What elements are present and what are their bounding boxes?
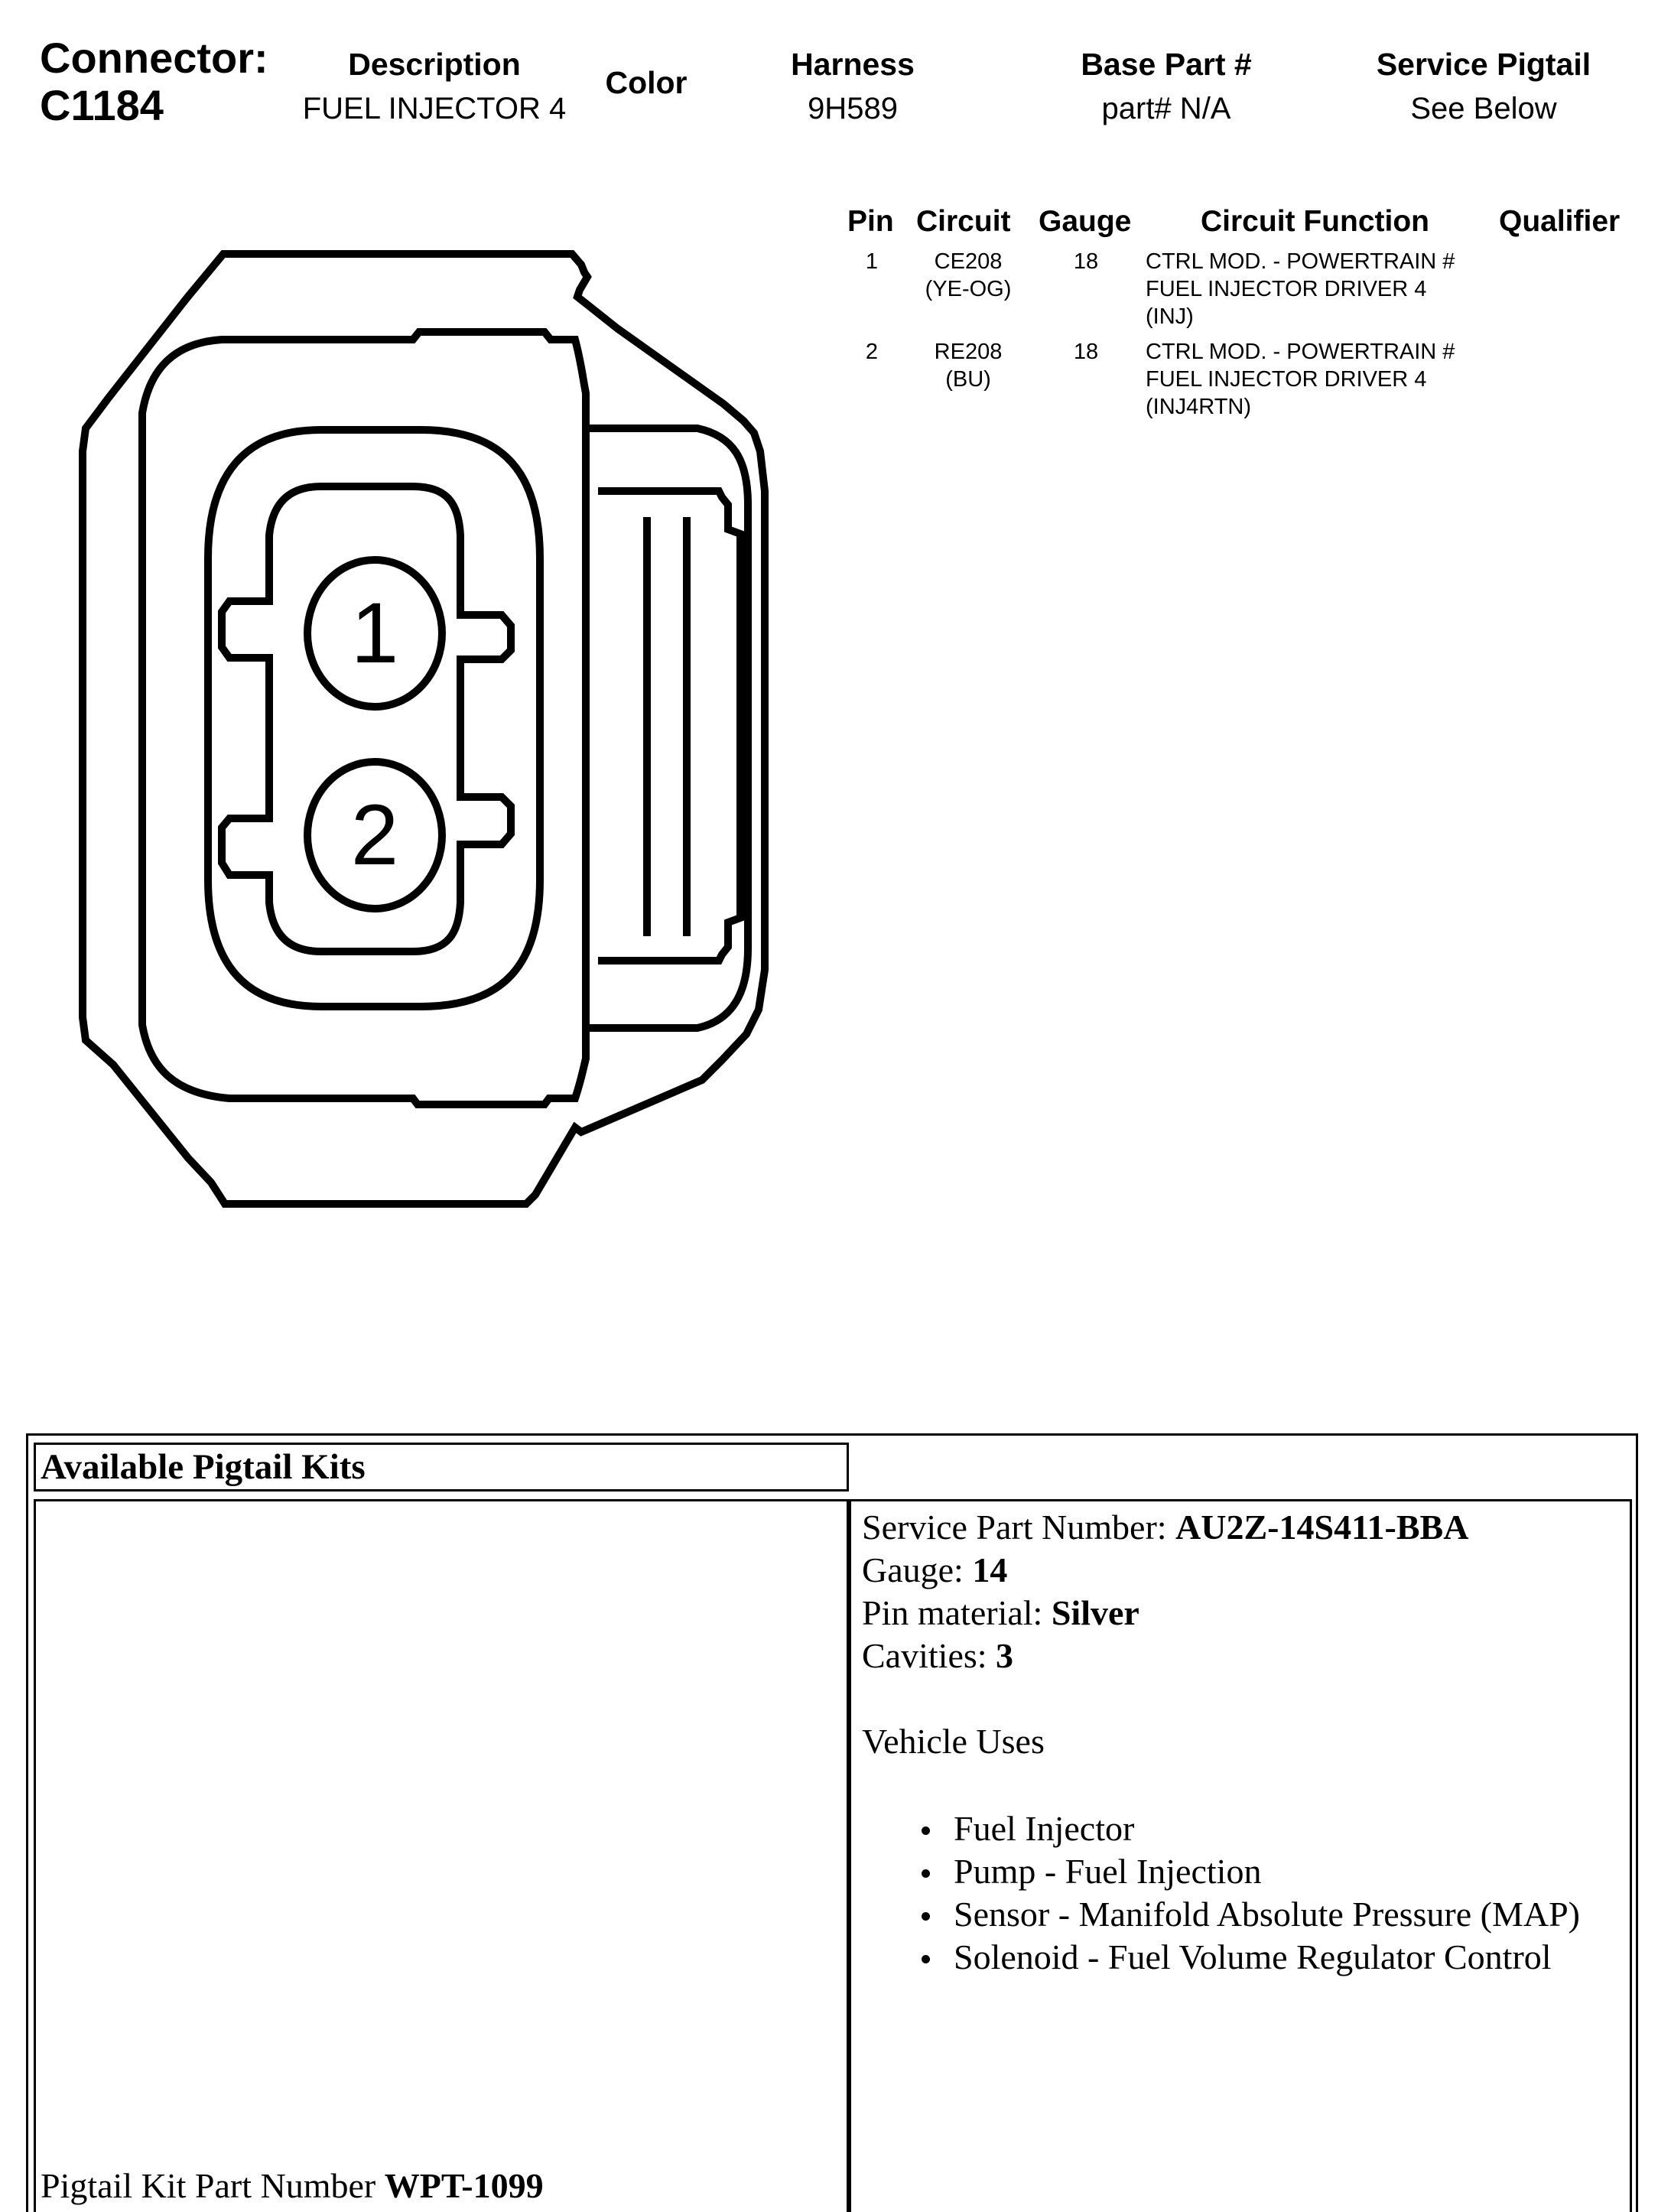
gauge-label: Gauge: (862, 1550, 973, 1589)
pigtail-kit-part-label: Pigtail Kit Part Number (41, 2166, 385, 2205)
base-part-value: part# N/A (1101, 92, 1231, 125)
pin-number: 2 (865, 340, 879, 364)
circuit-function-line: (INJ) (1146, 304, 1194, 329)
vehicle-uses-list (906, 1807, 1622, 1979)
qualifier-header: Qualifier (1499, 205, 1621, 238)
circuit-header: Circuit (916, 205, 1011, 238)
cavities-value: 3 (996, 1636, 1014, 1675)
pigtail-kits-title-cell (34, 1443, 849, 1491)
pin-label: 2 (350, 787, 399, 883)
harness-value: 9H589 (808, 92, 898, 125)
pin-number: 1 (865, 249, 879, 274)
latch-inner (598, 491, 740, 961)
circuit-color: (YE-OG) (925, 277, 1012, 301)
color-label: Color (605, 65, 688, 100)
list-item: Fuel Injector (906, 1807, 1622, 1850)
circuit-function-line: (INJ4RTN) (1146, 395, 1252, 419)
connector-id: C1184 (40, 81, 164, 129)
pigtail-kit-image-cell (34, 1499, 849, 2212)
base-part-label: Base Part # (1081, 47, 1252, 82)
description-value: FUEL INJECTOR 4 (302, 92, 567, 125)
gauge-row (862, 1549, 1622, 1592)
circuit-function-line: FUEL INJECTOR DRIVER 4 (1146, 367, 1427, 392)
wire-gauge: 18 (1073, 249, 1099, 274)
harness-label: Harness (791, 47, 915, 82)
connector-label: Connector: (40, 34, 268, 82)
service-part-label: Service Part Number: (862, 1508, 1176, 1547)
pigtail-details (862, 1506, 1622, 1979)
gauge-value: 14 (972, 1550, 1008, 1589)
pin-material-label: Pin material: (862, 1593, 1052, 1632)
list-item: Solenoid - Fuel Volume Regulator Control (906, 1936, 1622, 1979)
latch-outer (589, 428, 748, 1028)
pigtail-kits-title: Available Pigtail Kits (41, 1447, 366, 1487)
service-pigtail-value: See Below (1410, 92, 1557, 125)
cavity-frame (208, 430, 540, 1007)
circuit-code: RE208 (934, 340, 1003, 364)
pin-label: 1 (350, 585, 399, 681)
circuit-function-header: Circuit Function (1201, 205, 1429, 238)
connector-face-diagram (0, 0, 841, 1254)
pigtail-details-cell (849, 1499, 1632, 2212)
cavities-label: Cavities: (862, 1636, 996, 1675)
wire-gauge: 18 (1073, 340, 1099, 364)
connector-housing-outline (83, 254, 765, 1204)
service-part-row (862, 1506, 1622, 1549)
pin-material-value: Silver (1051, 1593, 1139, 1632)
vehicle-uses-heading: Vehicle Uses (862, 1722, 1045, 1761)
service-part-number: AU2Z-14S411-BBA (1175, 1508, 1469, 1547)
service-pigtail-label: Service Pigtail (1376, 47, 1591, 82)
circuit-color: (BU) (945, 367, 991, 392)
pigtail-kit-part-number: WPT-1099 (384, 2166, 544, 2205)
pin-material-row (862, 1592, 1622, 1635)
circuit-code: CE208 (934, 249, 1003, 274)
circuit-function-line: CTRL MOD. - POWERTRAIN # (1146, 249, 1455, 274)
list-item: Pump - Fuel Injection (906, 1850, 1622, 1893)
circuit-function-line: FUEL INJECTOR DRIVER 4 (1146, 277, 1427, 301)
description-label: Description (348, 47, 521, 82)
pigtail-kit-part (41, 2165, 544, 2207)
cavities-row (862, 1635, 1622, 1677)
gauge-header: Gauge (1039, 205, 1132, 238)
circuit-function-line: CTRL MOD. - POWERTRAIN # (1146, 340, 1455, 364)
pin-header: Pin (847, 205, 894, 238)
list-item: Sensor - Manifold Absolute Pressure (MAP) (906, 1893, 1622, 1936)
